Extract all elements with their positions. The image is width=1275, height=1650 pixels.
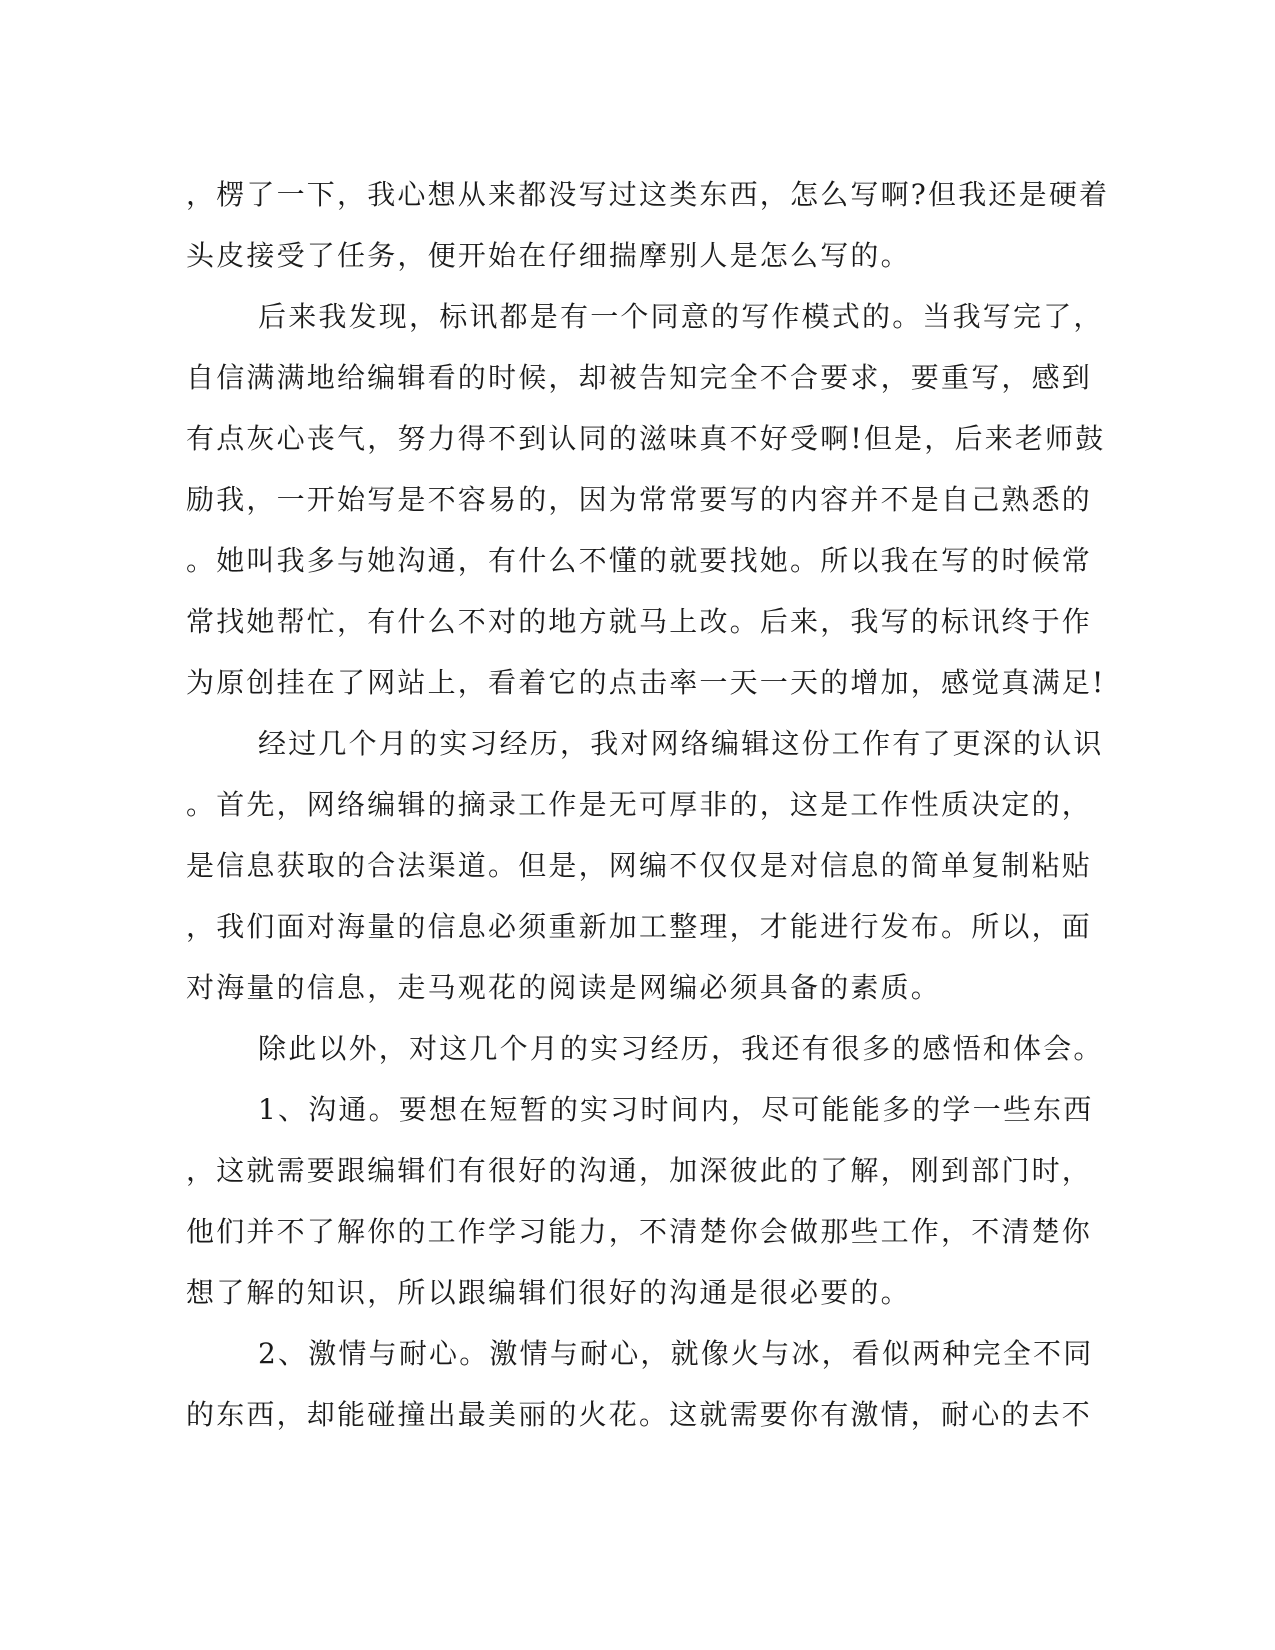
text-line: 。她叫我多与她沟通，有什么不懂的就要找她。所以我在写的时候常 [186,544,1093,577]
text-line: ，楞了一下，我心想从来都没写过这类东西，怎么写啊?但我还是硬着 [186,178,1110,211]
text-line: 为原创挂在了网站上，看着它的点击率一天一天的增加，感觉真满足! [186,666,1106,699]
text-line: 他们并不了解你的工作学习能力，不清楚你会做那些工作，不清楚你 [186,1215,1093,1248]
text-line: 。首先，网络编辑的摘录工作是无可厚非的，这是工作性质决定的， [186,788,1093,821]
text-line: 自信满满地给编辑看的时候，却被告知完全不合要求，要重写，感到 [186,361,1093,394]
paragraph-start-line: 除此以外，对这几个月的实习经历，我还有很多的感悟和体会。 [258,1032,1104,1065]
text-line: 的东西，却能碰撞出最美丽的火花。这就需要你有激情，耐心的去不 [186,1398,1093,1431]
text-line: ，这就需要跟编辑们有很好的沟通，加深彼此的了解，刚到部门时， [186,1154,1093,1187]
text-line: 常找她帮忙，有什么不对的地方就马上改。后来，我写的标讯终于作 [186,605,1093,638]
paragraph-start-line: 经过几个月的实习经历，我对网络编辑这份工作有了更深的认识 [258,727,1104,760]
paragraph-start-line: 后来我发现，标讯都是有一个同意的写作模式的。当我写完了， [258,300,1104,333]
text-line: 励我，一开始写是不容易的，因为常常要写的内容并不是自己熟悉的 [186,483,1093,516]
text-line: 头皮接受了任务，便开始在仔细揣摩别人是怎么写的。 [186,239,911,272]
text-line: 想了解的知识，所以跟编辑们很好的沟通是很必要的。 [186,1276,911,1309]
paragraph-start-line: 2、激情与耐心。激情与耐心，就像火与冰，看似两种完全不同 [258,1337,1094,1370]
paragraph-start-line: 1、沟通。要想在短暂的实习时间内，尽可能能多的学一些东西 [258,1093,1094,1126]
document-body [186,164,1110,1445]
text-line: 有点灰心丧气，努力得不到认同的滋味真不好受啊!但是，后来老师鼓 [186,422,1106,455]
text-line: 对海量的信息，走马观花的阅读是网编必须具备的素质。 [186,971,942,1004]
text-line: 是信息获取的合法渠道。但是，网编不仅仅是对信息的简单复制粘贴 [186,849,1093,882]
text-line: ，我们面对海量的信息必须重新加工整理，才能进行发布。所以，面 [186,910,1093,943]
